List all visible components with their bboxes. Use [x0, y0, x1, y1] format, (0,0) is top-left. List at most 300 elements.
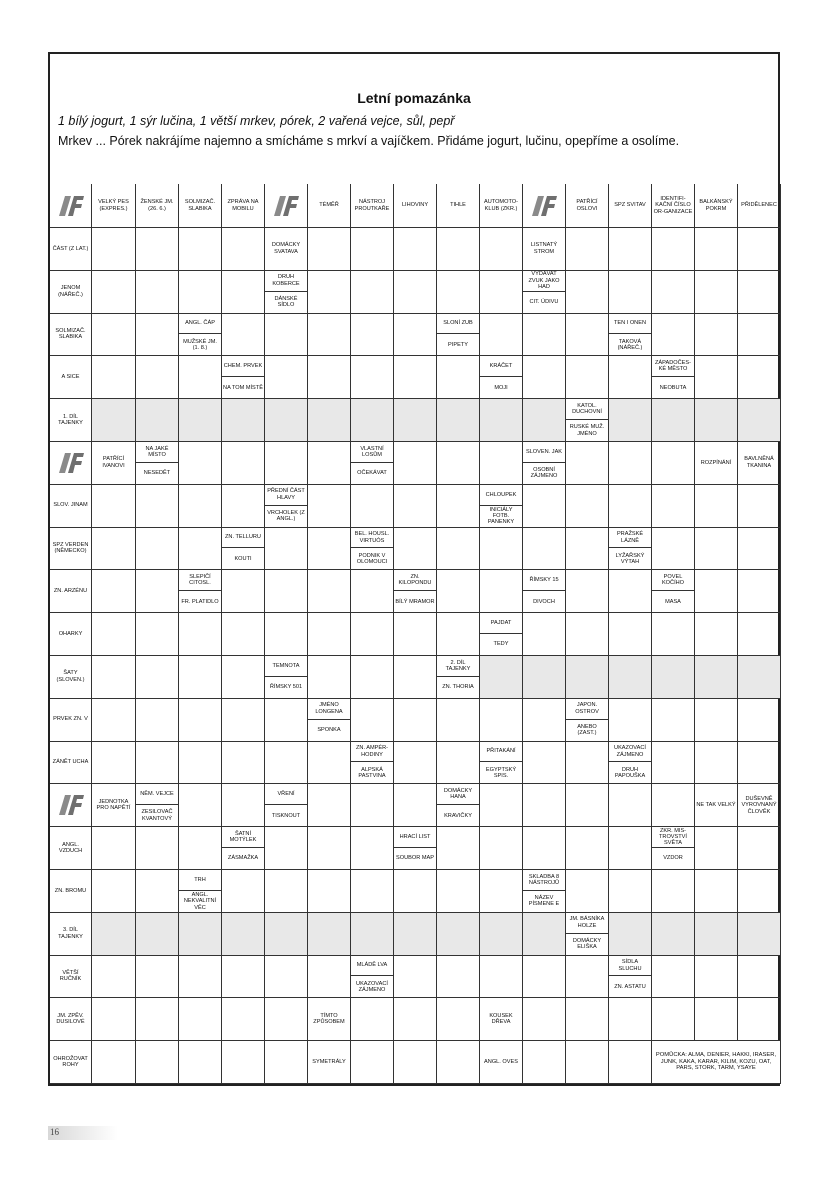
- answer-cell[interactable]: [523, 913, 566, 956]
- clue-text: JEDNOTKA PRO NAPĚTÍ: [96, 798, 131, 812]
- clue-text: VYDÁVAT ZVUK JAKO HAD: [523, 271, 565, 292]
- answer-cell[interactable]: [136, 870, 179, 913]
- answer-cell[interactable]: [92, 870, 136, 913]
- answer-cell[interactable]: [437, 742, 480, 785]
- header-clue: [222, 184, 265, 228]
- answer-cell[interactable]: [480, 271, 523, 314]
- answer-cell[interactable]: [308, 956, 351, 999]
- answer-cell[interactable]: [92, 528, 136, 571]
- answer-cell[interactable]: [437, 699, 480, 742]
- answer-cell[interactable]: [566, 956, 609, 999]
- answer-cell[interactable]: [437, 870, 480, 913]
- answer-cell[interactable]: [437, 528, 480, 571]
- answer-cell[interactable]: [566, 228, 609, 271]
- answer-cell[interactable]: [179, 1041, 222, 1084]
- row-clue: [50, 314, 92, 357]
- answer-cell[interactable]: [308, 399, 351, 442]
- answer-cell[interactable]: [480, 442, 523, 485]
- answer-cell[interactable]: [738, 870, 781, 913]
- answer-cell[interactable]: [265, 742, 308, 785]
- answer-cell[interactable]: [523, 699, 566, 742]
- answer-cell[interactable]: [523, 827, 566, 870]
- answer-cell[interactable]: [738, 956, 781, 999]
- answer-cell[interactable]: [523, 1041, 566, 1084]
- answer-cell[interactable]: [92, 613, 136, 656]
- answer-cell[interactable]: [695, 399, 738, 442]
- clue-cell: [566, 699, 609, 742]
- answer-cell[interactable]: [222, 613, 265, 656]
- answer-cell[interactable]: [480, 827, 523, 870]
- answer-cell[interactable]: [437, 998, 480, 1041]
- answer-cell[interactable]: [394, 1041, 437, 1084]
- answer-cell[interactable]: [437, 570, 480, 613]
- answer-cell[interactable]: [222, 442, 265, 485]
- answer-cell[interactable]: [394, 356, 437, 399]
- clue-text: ZN. KILOPONDU: [394, 570, 436, 591]
- answer-cell[interactable]: [179, 784, 222, 827]
- answer-cell[interactable]: [394, 442, 437, 485]
- answer-cell[interactable]: [695, 485, 738, 528]
- answer-cell[interactable]: [609, 356, 652, 399]
- answer-cell[interactable]: [609, 228, 652, 271]
- answer-cell[interactable]: [265, 913, 308, 956]
- answer-cell[interactable]: [652, 442, 695, 485]
- answer-cell[interactable]: [308, 784, 351, 827]
- answer-cell[interactable]: [394, 314, 437, 357]
- answer-cell[interactable]: [695, 314, 738, 357]
- answer-cell[interactable]: [222, 399, 265, 442]
- answer-cell[interactable]: [609, 784, 652, 827]
- answer-cell[interactable]: [351, 356, 394, 399]
- answer-cell[interactable]: [351, 1041, 394, 1084]
- answer-cell[interactable]: [394, 528, 437, 571]
- clue-text: TEMNOTA: [265, 656, 307, 677]
- answer-cell[interactable]: [652, 228, 695, 271]
- answer-cell[interactable]: [222, 570, 265, 613]
- clue-cell: [480, 485, 523, 528]
- answer-cell[interactable]: [222, 656, 265, 699]
- clue-text: POVEL KOČÍHO: [652, 570, 694, 591]
- answer-cell[interactable]: [222, 956, 265, 999]
- answer-cell[interactable]: [179, 913, 222, 956]
- answer-cell[interactable]: [394, 913, 437, 956]
- answer-cell[interactable]: [222, 228, 265, 271]
- answer-cell[interactable]: [738, 271, 781, 314]
- answer-cell[interactable]: [265, 399, 308, 442]
- answer-cell[interactable]: [609, 399, 652, 442]
- answer-cell[interactable]: [308, 870, 351, 913]
- answer-cell[interactable]: [136, 399, 179, 442]
- answer-cell[interactable]: [179, 399, 222, 442]
- answer-cell[interactable]: [738, 827, 781, 870]
- answer-cell[interactable]: [92, 913, 136, 956]
- clue-text: ŠATNÍ MOTÝLEK: [222, 827, 264, 848]
- answer-cell[interactable]: [695, 271, 738, 314]
- clue-text: VŘENÍ: [265, 784, 307, 805]
- answer-cell[interactable]: [92, 827, 136, 870]
- answer-cell[interactable]: [566, 870, 609, 913]
- answer-cell[interactable]: [566, 827, 609, 870]
- answer-cell[interactable]: [136, 913, 179, 956]
- answer-cell[interactable]: [609, 998, 652, 1041]
- answer-cell[interactable]: [351, 913, 394, 956]
- answer-cell[interactable]: [652, 699, 695, 742]
- answer-cell[interactable]: [566, 485, 609, 528]
- answer-cell[interactable]: [136, 956, 179, 999]
- answer-cell[interactable]: [566, 742, 609, 785]
- answer-cell[interactable]: [480, 314, 523, 357]
- answer-cell[interactable]: [437, 913, 480, 956]
- answer-cell[interactable]: [222, 1041, 265, 1084]
- answer-cell[interactable]: [695, 998, 738, 1041]
- answer-cell[interactable]: [179, 956, 222, 999]
- answer-cell[interactable]: [179, 442, 222, 485]
- answer-cell[interactable]: [738, 742, 781, 785]
- answer-cell[interactable]: [394, 998, 437, 1041]
- answer-cell[interactable]: [136, 613, 179, 656]
- answer-cell[interactable]: [92, 570, 136, 613]
- clue-text: MLÁDĚ LVA: [351, 956, 393, 977]
- answer-cell[interactable]: [523, 742, 566, 785]
- answer-cell[interactable]: [92, 1041, 136, 1084]
- answer-cell[interactable]: [222, 742, 265, 785]
- answer-cell[interactable]: [652, 314, 695, 357]
- clue-cell: [437, 314, 480, 357]
- answer-cell[interactable]: [652, 742, 695, 785]
- answer-cell[interactable]: [179, 356, 222, 399]
- answer-cell[interactable]: [652, 656, 695, 699]
- answer-cell[interactable]: [92, 356, 136, 399]
- answer-cell[interactable]: [308, 271, 351, 314]
- answer-cell[interactable]: [523, 998, 566, 1041]
- answer-cell[interactable]: [265, 570, 308, 613]
- answer-cell[interactable]: [695, 742, 738, 785]
- answer-cell[interactable]: [265, 613, 308, 656]
- answer-cell[interactable]: [265, 356, 308, 399]
- answer-cell[interactable]: [265, 442, 308, 485]
- answer-cell[interactable]: [179, 613, 222, 656]
- answer-cell[interactable]: [222, 271, 265, 314]
- answer-cell[interactable]: [179, 228, 222, 271]
- answer-cell[interactable]: [738, 613, 781, 656]
- answer-cell[interactable]: [609, 442, 652, 485]
- answer-cell[interactable]: [437, 356, 480, 399]
- answer-cell[interactable]: [394, 956, 437, 999]
- clue-text: UKAZOVACÍ ZÁJMENO: [609, 742, 651, 763]
- answer-cell[interactable]: [609, 870, 652, 913]
- answer-cell[interactable]: [738, 913, 781, 956]
- answer-cell[interactable]: [394, 656, 437, 699]
- answer-cell[interactable]: [351, 271, 394, 314]
- answer-cell[interactable]: [136, 656, 179, 699]
- answer-cell[interactable]: [136, 356, 179, 399]
- answer-cell[interactable]: [566, 656, 609, 699]
- answer-cell[interactable]: [308, 742, 351, 785]
- answer-cell[interactable]: [265, 528, 308, 571]
- answer-cell[interactable]: [652, 956, 695, 999]
- hint-box: [652, 1041, 781, 1084]
- clue-text: SLOVEN. JAK: [523, 442, 565, 463]
- answer-cell[interactable]: [136, 827, 179, 870]
- answer-cell[interactable]: [351, 314, 394, 357]
- answer-cell[interactable]: [308, 913, 351, 956]
- answer-cell[interactable]: [695, 827, 738, 870]
- answer-cell[interactable]: [652, 998, 695, 1041]
- answer-cell[interactable]: [480, 399, 523, 442]
- answer-cell[interactable]: [308, 314, 351, 357]
- answer-cell[interactable]: [308, 656, 351, 699]
- answer-cell[interactable]: [136, 699, 179, 742]
- answer-cell[interactable]: [92, 656, 136, 699]
- answer-cell[interactable]: [480, 870, 523, 913]
- answer-cell[interactable]: [566, 442, 609, 485]
- answer-cell[interactable]: [437, 613, 480, 656]
- answer-cell[interactable]: [394, 742, 437, 785]
- answer-cell[interactable]: [566, 271, 609, 314]
- answer-cell[interactable]: [652, 613, 695, 656]
- answer-cell[interactable]: [566, 314, 609, 357]
- answer-cell[interactable]: [394, 613, 437, 656]
- answer-cell[interactable]: [566, 613, 609, 656]
- answer-cell[interactable]: [308, 570, 351, 613]
- answer-cell[interactable]: [179, 827, 222, 870]
- answer-cell[interactable]: [609, 699, 652, 742]
- answer-cell[interactable]: [136, 528, 179, 571]
- answer-cell[interactable]: [437, 442, 480, 485]
- answer-cell[interactable]: [179, 485, 222, 528]
- answer-cell[interactable]: [351, 228, 394, 271]
- answer-cell[interactable]: [738, 528, 781, 571]
- answer-cell[interactable]: [437, 399, 480, 442]
- answer-cell[interactable]: [92, 742, 136, 785]
- answer-cell[interactable]: [92, 956, 136, 999]
- answer-cell[interactable]: [738, 485, 781, 528]
- answer-cell[interactable]: [523, 485, 566, 528]
- clue-text: SKLADBA 8 NÁSTROJŮ: [523, 870, 565, 891]
- answer-cell[interactable]: [92, 314, 136, 357]
- answer-cell[interactable]: [136, 570, 179, 613]
- answer-cell[interactable]: [738, 570, 781, 613]
- answer-cell[interactable]: [308, 356, 351, 399]
- answer-cell[interactable]: [179, 528, 222, 571]
- answer-cell[interactable]: [695, 913, 738, 956]
- answer-cell[interactable]: [609, 913, 652, 956]
- clue-cell: [351, 956, 394, 999]
- answer-cell[interactable]: [222, 784, 265, 827]
- clue-text: NA TOM MÍSTĚ: [223, 384, 263, 391]
- clue-text: DÁNSKÉ SÍDLO: [274, 295, 298, 309]
- answer-cell[interactable]: [265, 998, 308, 1041]
- answer-cell[interactable]: [609, 570, 652, 613]
- answer-cell[interactable]: [609, 827, 652, 870]
- answer-cell[interactable]: [308, 613, 351, 656]
- clue-text: TEN I ONEN: [609, 314, 651, 335]
- answer-cell[interactable]: [480, 913, 523, 956]
- answer-cell[interactable]: [92, 271, 136, 314]
- answer-cell[interactable]: [222, 998, 265, 1041]
- answer-cell[interactable]: [179, 656, 222, 699]
- answer-cell[interactable]: [738, 656, 781, 699]
- answer-cell[interactable]: [437, 827, 480, 870]
- answer-cell[interactable]: [523, 356, 566, 399]
- answer-cell[interactable]: [394, 870, 437, 913]
- answer-cell[interactable]: [523, 656, 566, 699]
- answer-cell[interactable]: [351, 699, 394, 742]
- answer-cell[interactable]: [394, 784, 437, 827]
- answer-cell[interactable]: [566, 998, 609, 1041]
- answer-cell[interactable]: [695, 613, 738, 656]
- answer-cell[interactable]: [695, 699, 738, 742]
- answer-cell[interactable]: [523, 613, 566, 656]
- answer-cell[interactable]: [437, 271, 480, 314]
- answer-cell[interactable]: [480, 784, 523, 827]
- answer-cell[interactable]: [394, 228, 437, 271]
- answer-cell[interactable]: [480, 228, 523, 271]
- answer-cell[interactable]: [609, 271, 652, 314]
- answer-cell[interactable]: [179, 699, 222, 742]
- answer-cell[interactable]: [695, 956, 738, 999]
- answer-cell[interactable]: [351, 870, 394, 913]
- answer-cell[interactable]: [394, 485, 437, 528]
- answer-cell[interactable]: [92, 228, 136, 271]
- answer-cell[interactable]: [351, 827, 394, 870]
- answer-cell[interactable]: [437, 956, 480, 999]
- answer-cell[interactable]: [480, 570, 523, 613]
- answer-cell[interactable]: [351, 998, 394, 1041]
- answer-cell[interactable]: [652, 870, 695, 913]
- answer-cell[interactable]: [480, 528, 523, 571]
- clue-cell: [394, 827, 437, 870]
- row-clue-text: OHARKY: [58, 630, 83, 637]
- clue-text: KATOL. DUCHOVNÍ: [566, 399, 608, 420]
- answer-cell[interactable]: [308, 485, 351, 528]
- answer-cell[interactable]: [738, 699, 781, 742]
- answer-cell[interactable]: [92, 998, 136, 1041]
- answer-cell[interactable]: [523, 528, 566, 571]
- answer-cell[interactable]: [351, 485, 394, 528]
- answer-cell[interactable]: [136, 485, 179, 528]
- answer-cell[interactable]: [92, 399, 136, 442]
- answer-cell[interactable]: [738, 399, 781, 442]
- answer-cell[interactable]: [695, 356, 738, 399]
- answer-cell[interactable]: [437, 485, 480, 528]
- answer-cell[interactable]: [308, 827, 351, 870]
- answer-cell[interactable]: [265, 314, 308, 357]
- answer-cell[interactable]: [265, 827, 308, 870]
- answer-cell[interactable]: [265, 699, 308, 742]
- answer-cell[interactable]: [695, 656, 738, 699]
- answer-cell[interactable]: [695, 870, 738, 913]
- answer-cell[interactable]: [609, 656, 652, 699]
- row-clue-text: ZN. ARZÉNU: [53, 588, 88, 595]
- header-clue-text: LIHOVINY: [401, 202, 429, 209]
- clue-text: ZÁPADOČES-KÉ MĚSTO: [652, 356, 694, 377]
- answer-cell[interactable]: [738, 314, 781, 357]
- answer-cell[interactable]: [523, 314, 566, 357]
- answer-cell[interactable]: [136, 271, 179, 314]
- answer-cell[interactable]: [609, 613, 652, 656]
- answer-cell[interactable]: [351, 656, 394, 699]
- answer-cell[interactable]: [566, 528, 609, 571]
- answer-cell[interactable]: [136, 742, 179, 785]
- answer-cell[interactable]: [652, 271, 695, 314]
- answer-cell[interactable]: [566, 356, 609, 399]
- answer-cell[interactable]: [308, 228, 351, 271]
- answer-cell[interactable]: [308, 442, 351, 485]
- answer-cell[interactable]: [652, 913, 695, 956]
- answer-cell[interactable]: [179, 271, 222, 314]
- answer-cell[interactable]: [609, 1041, 652, 1084]
- answer-cell[interactable]: [566, 784, 609, 827]
- answer-cell[interactable]: [265, 956, 308, 999]
- header-clue: [480, 184, 523, 228]
- answer-cell[interactable]: [351, 613, 394, 656]
- answer-cell[interactable]: [351, 784, 394, 827]
- recipe-ingredients: 1 bílý jogurt, 1 sýr lučina, 1 větší mrkev, pórek, 2 vařená vejce, sůl, pepř: [58, 114, 455, 128]
- header-clue: [92, 184, 136, 228]
- answer-cell[interactable]: [695, 570, 738, 613]
- answer-cell[interactable]: [480, 699, 523, 742]
- answer-cell[interactable]: [222, 870, 265, 913]
- answer-cell[interactable]: [136, 228, 179, 271]
- answer-cell[interactable]: [652, 528, 695, 571]
- answer-cell[interactable]: [566, 1041, 609, 1084]
- answer-cell[interactable]: [136, 1041, 179, 1084]
- answer-cell[interactable]: [222, 699, 265, 742]
- answer-cell[interactable]: [136, 314, 179, 357]
- answer-cell[interactable]: [566, 570, 609, 613]
- answer-cell[interactable]: [394, 399, 437, 442]
- answer-cell[interactable]: [437, 1041, 480, 1084]
- header-clue: [652, 184, 695, 228]
- answer-cell[interactable]: [738, 228, 781, 271]
- answer-cell[interactable]: [308, 528, 351, 571]
- clue-cell: [394, 570, 437, 613]
- clue-text: ZN. TELLURU: [222, 528, 264, 549]
- answer-cell[interactable]: [523, 399, 566, 442]
- answer-cell[interactable]: [394, 271, 437, 314]
- answer-cell[interactable]: [351, 399, 394, 442]
- answer-cell[interactable]: [652, 784, 695, 827]
- answer-cell[interactable]: [222, 913, 265, 956]
- answer-cell[interactable]: [179, 742, 222, 785]
- answer-cell[interactable]: [480, 656, 523, 699]
- answer-cell[interactable]: [265, 1041, 308, 1084]
- answer-cell[interactable]: [394, 699, 437, 742]
- answer-cell[interactable]: [609, 485, 652, 528]
- answer-cell[interactable]: [738, 356, 781, 399]
- answer-cell[interactable]: [695, 228, 738, 271]
- answer-cell[interactable]: [136, 998, 179, 1041]
- answer-cell[interactable]: [523, 956, 566, 999]
- answer-cell[interactable]: [222, 485, 265, 528]
- row-clue-text: SPZ VERDEN (NĚMECKO): [52, 542, 89, 555]
- answer-cell[interactable]: [351, 570, 394, 613]
- answer-cell[interactable]: [92, 485, 136, 528]
- answer-cell[interactable]: [265, 870, 308, 913]
- answer-cell[interactable]: [738, 998, 781, 1041]
- answer-cell[interactable]: [652, 485, 695, 528]
- answer-cell[interactable]: [652, 399, 695, 442]
- answer-cell[interactable]: [480, 956, 523, 999]
- answer-cell[interactable]: [523, 784, 566, 827]
- answer-cell[interactable]: [92, 699, 136, 742]
- answer-cell[interactable]: [695, 528, 738, 571]
- clue-text: ANGL. OVES: [484, 1058, 518, 1065]
- answer-cell[interactable]: [437, 228, 480, 271]
- answer-cell[interactable]: [179, 998, 222, 1041]
- answer-cell[interactable]: [222, 314, 265, 357]
